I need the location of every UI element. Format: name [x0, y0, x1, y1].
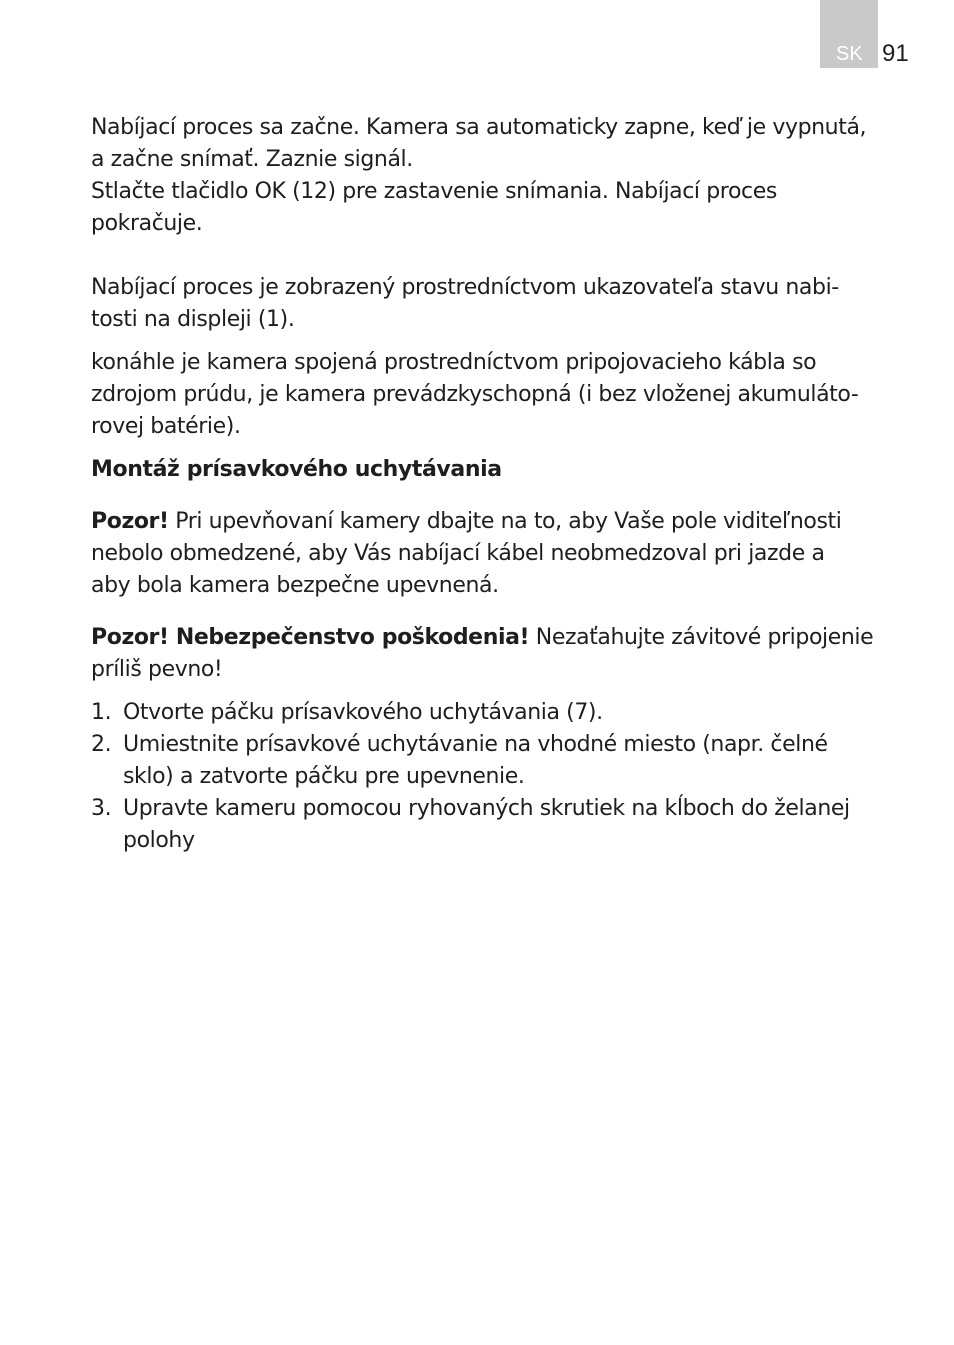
- text-line: Umiestnite prísavkové uchytávanie na vhodné miesto (napr. čelné: [123, 732, 828, 757]
- page-number: 91: [882, 40, 909, 67]
- paragraph-charge-indicator: [91, 272, 911, 336]
- spacer: [91, 486, 911, 506]
- text-line: aby bola kamera bezpečne upevnená.: [91, 573, 499, 598]
- text-line: polohy: [123, 828, 195, 853]
- warning-label: Pozor! Nebezpečenstvo poškodenia!: [91, 625, 530, 650]
- spacer: [91, 443, 911, 454]
- text-line: [91, 622, 911, 654]
- text-line: zdrojom prúdu, je kamera prevádzkyschopná (i bez vloženej akumuláto-: [91, 382, 859, 407]
- step-text: [123, 793, 911, 857]
- text-line: Upravte kameru pomocou ryhovaných skrutiek na kĺboch do želanej: [123, 796, 850, 821]
- spacer: [91, 336, 911, 347]
- step-number: 3.: [91, 796, 112, 821]
- text-line: sklo) a zatvorte páčku pre upevnenie.: [123, 764, 525, 789]
- language-label: SK: [836, 43, 863, 65]
- text-line: Nabíjací proces sa začne. Kamera sa automaticky zapne, keď je vypnutá,: [91, 115, 867, 140]
- paragraph-power-supply: [91, 347, 911, 443]
- warning-damage: [91, 622, 911, 686]
- spacer: [91, 240, 911, 272]
- spacer: [91, 602, 911, 622]
- text-line: Otvorte páčku prísavkového uchytávania (7).: [123, 700, 603, 725]
- text-line: tosti na displeji (1).: [91, 307, 295, 332]
- step-text: [123, 697, 911, 729]
- warning-text: Pri upevňovaní kamery dbajte na to, aby Vaše pole viditeľnosti: [168, 509, 842, 534]
- text-line: Stlačte tlačidlo OK (12) pre zastavenie snímania. Nabíjací proces: [91, 179, 777, 204]
- warning-label: Pozor!: [91, 509, 169, 534]
- mounting-steps-list: [91, 697, 911, 857]
- step-text: [123, 729, 911, 793]
- page-content: [91, 112, 911, 857]
- warning-text: Nezaťahujte závitové pripojenie: [529, 625, 874, 650]
- list-item: [91, 793, 911, 857]
- text-line: rovej batérie).: [91, 414, 241, 439]
- text-line: [91, 506, 911, 538]
- step-number: 2.: [91, 732, 112, 757]
- text-line: príliš pevno!: [91, 657, 223, 682]
- text-line: konáhle je kamera spojená prostredníctvom pripojovacieho kábla so: [91, 350, 817, 375]
- list-item: [91, 729, 911, 793]
- warning-field-of-view: [91, 506, 911, 602]
- text-line: Nabíjací proces je zobrazený prostredníctvom ukazovateľa stavu nabi-: [91, 275, 839, 300]
- text-line: nebolo obmedzené, aby Vás nabíjací kábel neobmedzoval pri jazde a: [91, 541, 825, 566]
- text-line: pokračuje.: [91, 211, 203, 236]
- section-heading: Montáž prísavkového uchytávania: [91, 457, 502, 482]
- step-number: 1.: [91, 700, 112, 725]
- paragraph-charging-start: [91, 112, 911, 240]
- list-item: [91, 697, 911, 729]
- text-line: a začne snímať. Zaznie signál.: [91, 147, 413, 172]
- spacer: [91, 686, 911, 697]
